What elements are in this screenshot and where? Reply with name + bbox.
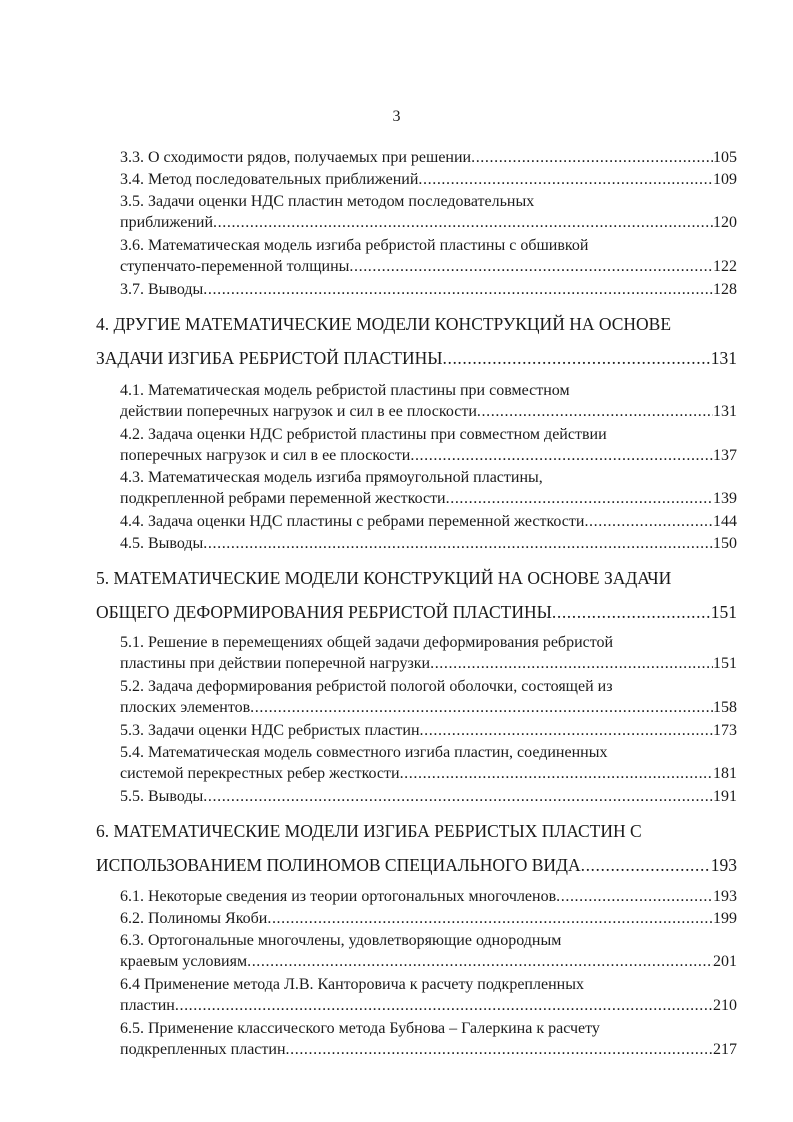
toc-entry-page: 120 xyxy=(713,214,737,231)
toc-leader-dots xyxy=(443,341,711,375)
toc-entry-title: 3.5. Задачи оценки НДС пластин методом последовательных xyxy=(120,193,535,210)
toc-entry xyxy=(120,169,737,190)
toc-entry xyxy=(120,632,737,674)
toc-entry-title: 3.7. Выводы xyxy=(120,281,204,298)
toc-chapter-page: 151 xyxy=(710,602,737,622)
toc-leader-dots xyxy=(400,763,713,784)
toc-entry-page: 137 xyxy=(713,447,737,464)
toc-chapter-title-cont: ОБЩЕГО ДЕФОРМИРОВАНИЯ РЕБРИСТОЙ ПЛАСТИНЫ xyxy=(96,602,552,622)
toc-leader-dots xyxy=(203,786,713,807)
toc-entry-title-cont: поперечных нагрузок и сил в ее плоскости xyxy=(120,447,411,464)
toc-entry-title: 4.3. Математическая модель изгиба прямоугольной пластины, xyxy=(120,469,543,486)
toc-entry-page: 139 xyxy=(713,490,737,507)
toc-entry-page: 128 xyxy=(713,281,737,298)
toc-entry-page: 191 xyxy=(713,788,737,805)
toc-leader-dots xyxy=(203,279,713,300)
toc-chapter-title-cont: ИСПОЛЬЗОВАНИЕМ ПОЛИНОМОВ СПЕЦИАЛЬНОГО ВИДА xyxy=(96,855,581,875)
toc-entry-title-cont: краевым условиям xyxy=(120,953,248,970)
toc-entry-title: 4.1. Математическая модель ребристой пластины при совместном xyxy=(120,382,570,399)
toc-leader-dots xyxy=(213,212,713,233)
toc-leader-dots xyxy=(446,488,713,509)
toc-entry-page: 158 xyxy=(713,699,737,716)
toc-entry-title: 6.3. Ортогональные многочлены, удовлетворяющие однородным xyxy=(120,932,562,949)
toc-entry-title: 4.5. Выводы xyxy=(120,535,204,552)
toc-leader-dots xyxy=(267,908,713,929)
toc-entry-title: 3.6. Математическая модель изгиба ребристой пластины с обшивкой xyxy=(120,237,589,254)
toc-entry-page: 201 xyxy=(713,953,737,970)
toc-leader-dots xyxy=(552,595,711,629)
toc-leader-dots xyxy=(556,886,713,907)
toc-entry-title-cont: системой перекрестных ребер жесткости xyxy=(120,765,400,782)
toc-entry xyxy=(120,676,737,718)
toc-leader-dots xyxy=(247,951,713,972)
toc-leader-dots xyxy=(584,511,713,532)
toc-entry xyxy=(120,279,737,300)
toc-entry-title: 4.4. Задача оценки НДС пластины с ребрами переменной жесткости xyxy=(120,513,585,530)
toc-entry-page: 151 xyxy=(713,655,737,672)
toc-entry-page: 131 xyxy=(713,403,737,420)
toc-entry-page: 122 xyxy=(713,258,737,275)
toc-leader-dots xyxy=(477,401,713,422)
toc-entry-title-cont: плоских элементов xyxy=(120,699,251,716)
toc-entry-page: 217 xyxy=(713,1041,737,1058)
toc-entry xyxy=(120,786,737,807)
toc-entry-title: 3.4. Метод последовательных приближений xyxy=(120,171,419,188)
toc-entry-page: 199 xyxy=(713,910,737,927)
toc-entry-title-cont: подкрепленной ребрами переменной жесткости xyxy=(120,490,446,507)
toc-entry xyxy=(120,424,737,466)
toc-chapter-page: 193 xyxy=(710,855,737,875)
toc-entry-title-cont: подкрепленных пластин xyxy=(120,1041,286,1058)
toc-leader-dots xyxy=(203,533,713,554)
toc-entry-title: 5.1. Решение в перемещениях общей задачи деформирования ребристой xyxy=(120,634,614,651)
toc-chapter xyxy=(96,814,737,882)
toc-leader-dots xyxy=(349,256,713,277)
toc-leader-dots xyxy=(286,1039,713,1060)
toc-chapter xyxy=(96,561,737,629)
toc-entry-title-cont: ступенчато-переменной толщины xyxy=(120,258,350,275)
toc-entry-title: 5.4. Математическая модель совместного изгиба пластин, соединенных xyxy=(120,744,608,761)
toc-entry-page: 181 xyxy=(713,765,737,782)
toc-entry-page: 173 xyxy=(713,722,737,739)
toc-chapter-title-cont: ЗАДАЧИ ИЗГИБА РЕБРИСТОЙ ПЛАСТИНЫ xyxy=(96,348,443,368)
toc-leader-dots xyxy=(471,147,713,168)
toc-entry-title: 4.2. Задача оценки НДС ребристой пластины при совместном действии xyxy=(120,426,607,443)
toc-entry-page: 144 xyxy=(713,513,737,530)
toc-leader-dots xyxy=(250,697,713,718)
toc-leader-dots xyxy=(175,995,713,1016)
toc-entry xyxy=(120,720,737,741)
toc-entry xyxy=(120,974,737,1016)
toc-entry xyxy=(120,467,737,509)
toc-leader-dots xyxy=(410,445,713,466)
toc-entry-title: 3.3. О сходимости рядов, получаемых при решении xyxy=(120,149,472,166)
toc-entry xyxy=(120,533,737,554)
toc-entry-title: 6.4 Применение метода Л.В. Канторовича к расчету подкрепленных xyxy=(120,976,584,993)
toc-chapter xyxy=(96,307,737,375)
toc-chapter-page: 131 xyxy=(710,348,737,368)
toc-entry-title-cont: приближений xyxy=(120,214,214,231)
toc-chapter-title: 5. МАТЕМАТИЧЕСКИЕ МОДЕЛИ КОНСТРУКЦИЙ НА ОСНОВЕ ЗАДАЧИ xyxy=(96,568,672,588)
toc-entry xyxy=(120,511,737,532)
toc-entry-title-cont: пластин xyxy=(120,997,175,1014)
toc-entry xyxy=(120,235,737,277)
toc-entry xyxy=(120,930,737,972)
toc-entry-title: 5.5. Выводы xyxy=(120,788,204,805)
toc-leader-dots xyxy=(430,653,713,674)
page-number: 3 xyxy=(392,108,401,125)
toc-entry-page: 109 xyxy=(713,171,737,188)
toc-entry xyxy=(120,147,737,168)
toc-entry-title: 6.2. Полиномы Якоби xyxy=(120,910,268,927)
toc-entry xyxy=(120,380,737,422)
toc-entry xyxy=(120,1018,737,1060)
toc-entry-title: 6.5. Применение классического метода Бубнова – Галеркина к расчету xyxy=(120,1020,600,1037)
toc-entry xyxy=(120,886,737,907)
toc-entry-title: 5.2. Задача деформирования ребристой пологой оболочки, состоящей из xyxy=(120,678,613,695)
toc-leader-dots xyxy=(418,169,713,190)
toc-entry-page: 193 xyxy=(713,888,737,905)
toc-entry-title-cont: пластины при действии поперечной нагрузки xyxy=(120,655,431,672)
toc-chapter-title: 4. ДРУГИЕ МАТЕМАТИЧЕСКИЕ МОДЕЛИ КОНСТРУКЦИЙ НА ОСНОВЕ xyxy=(96,314,672,334)
toc-entry-page: 150 xyxy=(713,535,737,552)
toc-entry-title: 6.1. Некоторые сведения из теории ортогональных многочленов xyxy=(120,888,557,905)
toc-entry xyxy=(120,908,737,929)
toc-chapter-title: 6. МАТЕМАТИЧЕСКИЕ МОДЕЛИ ИЗГИБА РЕБРИСТЫХ ПЛАСТИН С xyxy=(96,821,642,841)
toc-entry xyxy=(120,742,737,784)
toc-entry-title-cont: действии поперечных нагрузок и сил в ее плоскости xyxy=(120,403,477,420)
toc-entry-page: 210 xyxy=(713,997,737,1014)
toc-entry xyxy=(120,191,737,233)
toc-entry-title: 5.3. Задачи оценки НДС ребристых пластин xyxy=(120,722,420,739)
toc-leader-dots xyxy=(420,720,713,741)
toc-leader-dots xyxy=(581,848,711,882)
toc-entry-page: 105 xyxy=(713,149,737,166)
